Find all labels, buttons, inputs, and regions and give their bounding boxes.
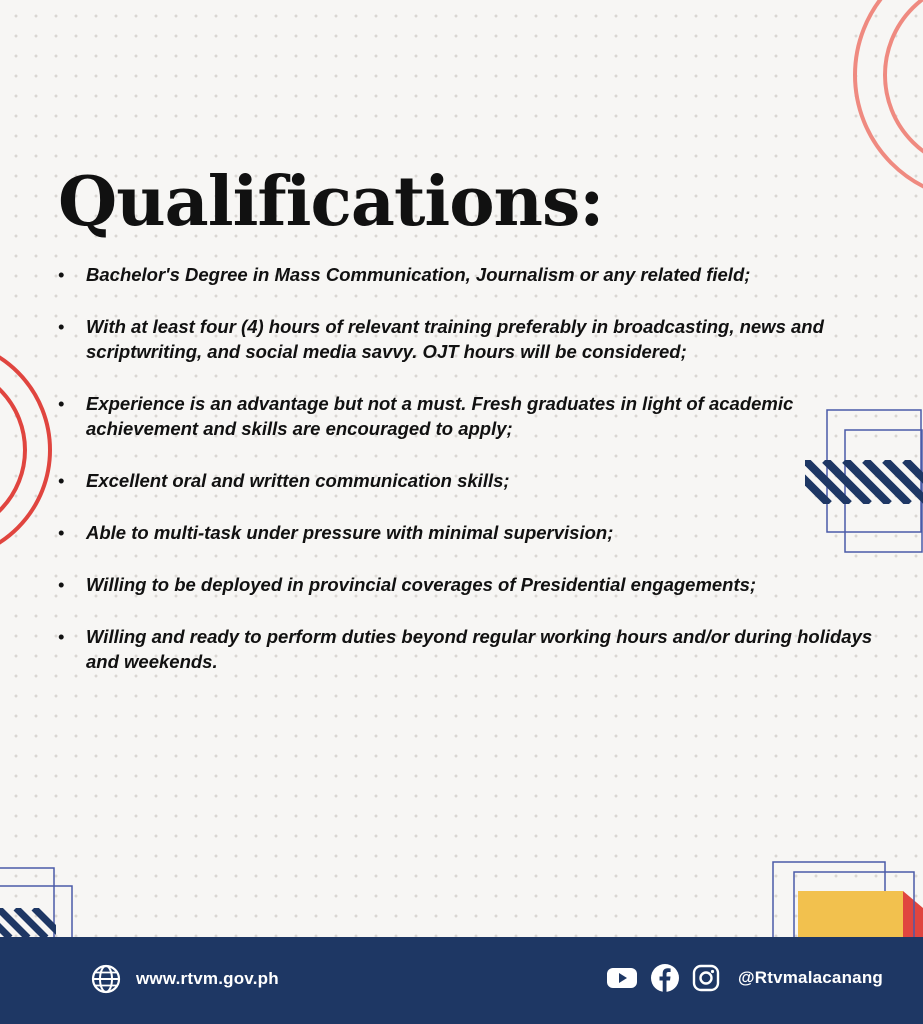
bullet: • [58,264,65,285]
list-item [58,572,878,597]
bullet: • [58,393,65,414]
list-item-text: Bachelor's Degree in Mass Communication, Journalism or any related field; [86,264,751,285]
bullet: • [58,522,65,543]
list-item [58,391,878,441]
website-url: www.rtvm.gov.ph [136,969,279,988]
qualifications-list [58,262,878,701]
bullet: • [58,470,65,491]
list-item [58,262,878,287]
left-rings-decoration [0,330,60,580]
list-item-text: With at least four (4) hours of relevant training preferably in broadcasting, news and scriptwriting, and social media savvy. OJT hours will be considered; [86,316,824,362]
list-item [58,520,878,545]
bottom-right-blocks-decoration [770,858,923,938]
list-item [58,468,878,493]
list-item [58,624,878,674]
list-item-text: Experience is an advantage but not a must. Fresh graduates in light of academic achievement and skills are encouraged to apply; [86,393,794,439]
globe-icon [90,963,122,995]
list-item [58,314,878,364]
footer-bar [0,937,923,1024]
bullet: • [58,574,65,595]
list-item-text: Willing and ready to perform duties beyond regular working hours and/or during holidays and weekends. [86,626,873,672]
bullet: • [58,626,65,647]
list-item-text: Excellent oral and written communication skills; [86,470,510,491]
list-item-text: Willing to be deployed in provincial coverages of Presidential engagements; [86,574,757,595]
instagram-icon[interactable] [692,964,720,992]
social-links [606,963,883,993]
youtube-icon[interactable] [606,966,638,990]
social-handle: @Rtvmalacanang [737,968,883,987]
website-link[interactable] [90,963,279,995]
facebook-icon[interactable] [650,963,680,993]
bullet: • [58,316,65,337]
list-item-text: Able to multi-task under pressure with minimal supervision; [86,522,614,543]
page-title: Qualifications: [58,162,604,242]
bottom-left-stripes-decoration [0,864,80,938]
top-right-rings-decoration [830,0,923,220]
